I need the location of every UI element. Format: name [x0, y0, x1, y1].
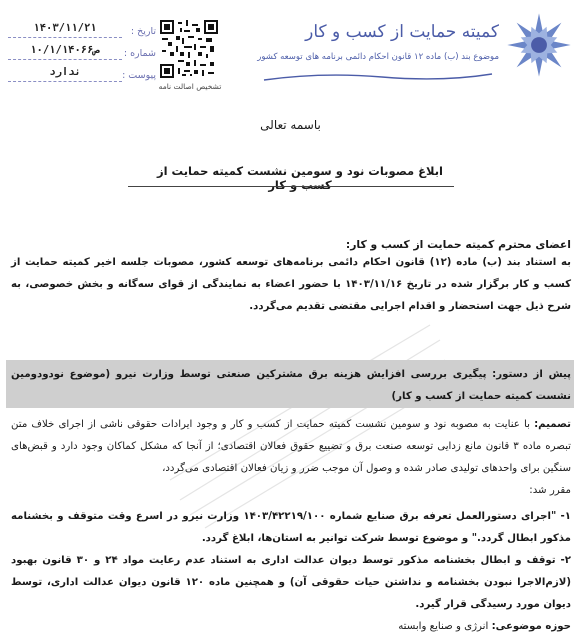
qr-caption: تشخیص اصالت نامه	[158, 82, 222, 91]
logo-underline	[262, 70, 494, 84]
intro-paragraph: به استناد بند (ب) ماده (۱۲) قانون احکام دائمی برنامه‌های توسعه کشور، مصوبات جلسه اخیر کمیته حمایت از کسب و کار برگزار شده در تاریخ ۱۴۰۳/۱۱/۱۶ با حضور اعضاء به نمایندگی از قوای سه‌گانه و بخش خصوصی، به شرح ذیل جهت استحضار و اقدام اجرایی مقتضی تقدیم می‌گردد.	[11, 257, 571, 312]
agenda-label: پیش از دستور:	[492, 369, 571, 380]
attachment-value: ندارد	[49, 66, 81, 78]
number-row	[8, 44, 156, 66]
subject-area	[11, 616, 571, 638]
date-value: ۱۴۰۳/۱۱/۲۱	[33, 22, 97, 34]
agenda-paragraph	[11, 364, 571, 408]
decision-text: با عنایت به مصوبه نود و سومین نشست کمیته حمایت از کسب و کار و وجود ایرادات حقوقی ناشی از اجرای خلاف متن تبصره ماده ۳ قانون مانع زدایی توسعه صنعت برق و تضییع حقوق فعالان اقتصادی؛ از آنجا که مشکل کماکان وجود دارد و قبض‌های سنگین برای واحدهای تولیدی صادر شده و وصول آن موجب ضرر و زیان فعالان اقتصادی می‌گردد،	[11, 419, 571, 474]
number-line	[8, 59, 122, 60]
decision-items	[11, 506, 571, 616]
letter-meta	[8, 22, 156, 88]
date-label: تاریخ :	[130, 26, 156, 37]
date-row	[8, 22, 156, 44]
basmala: باسمه تعالی	[260, 118, 321, 132]
attachment-row	[8, 66, 156, 88]
title-underline	[128, 186, 454, 187]
number-label: شماره :	[123, 48, 156, 59]
greeting: اعضای محترم کمیته حمایت از کسب و کار:	[345, 238, 571, 251]
decision-label: تصمیم:	[534, 419, 571, 430]
logo-subtitle: موضوع بند (ب) ماده ۱۲ قانون احکام دائمی برنامه های توسعه کشور	[257, 52, 499, 62]
date-line	[8, 37, 122, 38]
subject-label: حوزه موضوعی:	[491, 621, 571, 632]
logo-title: کمیته حمایت از کسب و کار	[305, 22, 499, 42]
decision-item-2: ۲- توقف و ابطال بخشنامه مذکور توسط دیوان عدالت اداری به استناد عدم رعایت مواد ۲۴ و ۳۰ قانون بهبود (لازم‌الاجرا نبودن بخشنامه و نداشتن حیات حقوقی آن) و همچنین ماده ۱۲۰ قانون دیوان عدالت اداری، توسط دیوان مورد رسیدگی قرار گیرد.	[11, 555, 571, 610]
attachment-label: پیوست :	[122, 70, 156, 81]
qr-code-icon[interactable]	[160, 20, 218, 78]
decision-item-1: ۱- "اجرای دستورالعمل تعرفه برق صنایع شماره ۱۴۰۳/۴۲۲۱۹/۱۰۰ وزارت نیرو در اسرع وقت متوقف و بخشنامه مذکور ابطال گردد." و موضوع توسط شرکت توانیر به استان‌ها، ابلاغ گردد.	[11, 511, 571, 544]
subject-value: انرژی و صنایع وابسته	[398, 621, 489, 632]
agenda-text: پیگیری بررسی افزایش هزینه برق مشترکین صنعتی توسط وزارت نیرو (موضوع نودودومین نشست کمیته حمایت از کسب و کار)	[11, 369, 571, 402]
decision-paragraph	[11, 414, 571, 480]
attachment-line	[8, 81, 122, 82]
star-logo-icon	[506, 12, 572, 78]
decided-heading: مقرر شد:	[529, 485, 571, 496]
letter-title: ابلاغ مصوبات نود و سومین نشست کمیته حمایت از کسب و کار	[156, 164, 444, 192]
number-value: ۱۰/۱/۱۴۰۶۶ص	[30, 44, 100, 56]
